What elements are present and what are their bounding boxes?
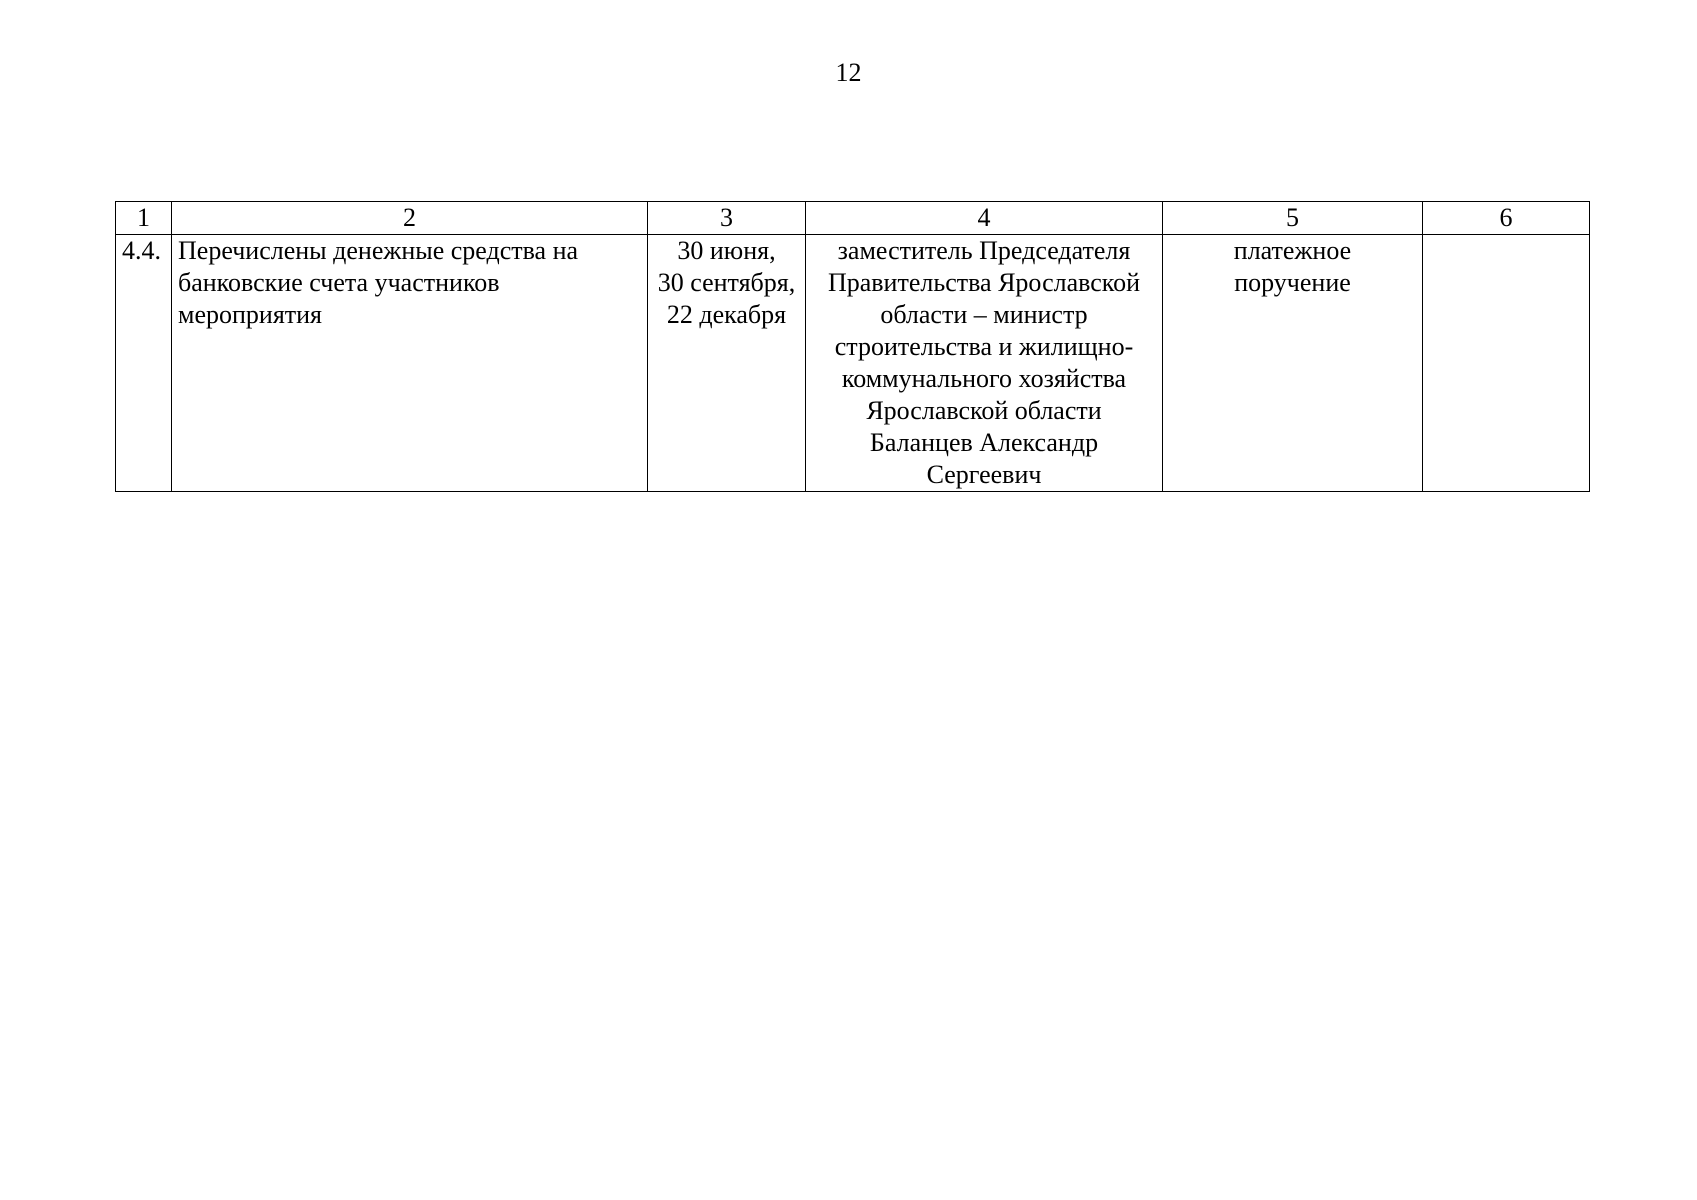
responsible-line: Правительства Ярославской <box>827 268 1141 297</box>
responsible-line: коммунального хозяйства <box>841 364 1127 393</box>
column-header-6: 6 <box>1423 202 1590 235</box>
description-line: мероприятия <box>178 300 323 329</box>
dates-cell <box>648 235 806 492</box>
responsible-line: строительства и жилищно- <box>834 332 1134 361</box>
column-header-1: 1 <box>116 202 172 235</box>
date-line: 22 декабря <box>666 300 787 329</box>
date-line: 30 июня, <box>677 236 776 265</box>
column-header-4: 4 <box>806 202 1163 235</box>
responsible-line: заместитель Председателя <box>837 236 1131 265</box>
page-number: 12 <box>835 58 862 87</box>
table-row <box>116 235 1590 492</box>
date-line: 30 сентября, <box>657 268 796 297</box>
responsible-cell <box>806 235 1163 492</box>
description-cell <box>172 235 648 492</box>
responsible-line: области – министр <box>880 300 1088 329</box>
table-header-row <box>116 202 1590 235</box>
document-line: платежное <box>1233 236 1352 265</box>
column-header-5: 5 <box>1163 202 1423 235</box>
responsible-line: Ярославской области <box>866 396 1102 425</box>
report-table <box>115 201 1590 492</box>
column-header-3: 3 <box>648 202 806 235</box>
description-line: банковские счета участников <box>178 268 500 297</box>
column-header-2: 2 <box>172 202 648 235</box>
row-number-cell: 4.4. <box>116 235 172 492</box>
note-cell <box>1423 235 1590 492</box>
responsible-line: Баланцев Александр <box>869 428 1099 457</box>
document-cell <box>1163 235 1423 492</box>
document-line: поручение <box>1234 268 1351 297</box>
description-line: Перечислены денежные средства на <box>178 236 579 265</box>
responsible-line: Сергеевич <box>926 460 1042 489</box>
